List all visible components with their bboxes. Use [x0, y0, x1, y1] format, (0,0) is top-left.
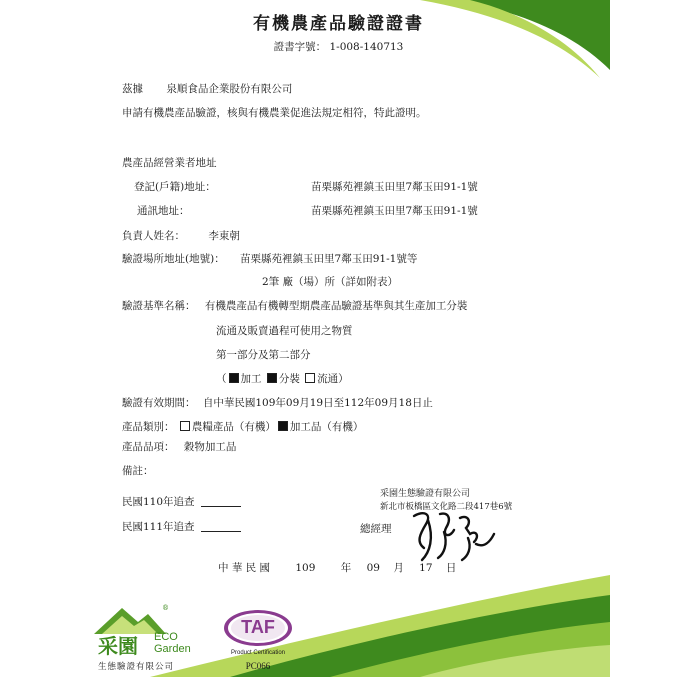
- eco-garden-logo: [88, 600, 228, 672]
- standard-line1: 有機農產品有機轉型期農產品驗證基準與其生產加工分裝: [204, 300, 468, 312]
- holder-name: 泉順食品企業股份有限公司: [166, 83, 293, 95]
- review-111: 民國111年追查: [122, 521, 195, 533]
- category-agri: 農糧產品（有機）: [191, 421, 276, 433]
- statement: 申請有機農產品驗證，核與有機農業促進法規定相符，特此證明。: [122, 107, 427, 119]
- responsible-label: 負責人姓名：: [122, 230, 185, 242]
- site-address: 苗栗縣苑裡鎮玉田里7鄰玉田91-1號等: [240, 253, 418, 265]
- remarks-label: 備註：: [122, 465, 154, 477]
- registered-address: 苗栗縣苑裡鎮玉田里7鄰玉田91-1號: [311, 181, 478, 193]
- certificate-title: 有機農產品驗證證書: [253, 14, 424, 34]
- validity-label: 驗證有效期間：: [122, 397, 196, 409]
- category-processed: 加工品（有機）: [289, 421, 364, 433]
- packing-checkbox: [267, 373, 277, 383]
- distribution-checkbox: [305, 373, 315, 383]
- site-count: 2筆 廠（場）所（詳如附表）: [262, 276, 399, 288]
- mailing-address-label: 通訊地址：: [137, 205, 190, 217]
- eco-company-name: 生態驗證有限公司: [98, 662, 175, 672]
- standard-line2: 流通及販賣過程可使用之物質: [216, 325, 353, 337]
- operator-address-heading: 農產品經營業者地址: [122, 157, 217, 169]
- issuer-address: 新北市板橋區文化路二段417巷6號: [380, 502, 513, 512]
- manager-signature: [410, 508, 500, 564]
- eco-registered-mark: ®: [162, 604, 169, 612]
- scope-processing: 加工: [240, 373, 262, 385]
- date-month-unit: 月: [393, 562, 404, 574]
- holder-line: [122, 83, 292, 96]
- date-year: 109: [295, 562, 316, 574]
- standard-line: [122, 300, 467, 313]
- taf-code: PC066: [245, 661, 271, 671]
- standard-label: 驗證基準名稱：: [122, 300, 196, 312]
- eco-english-eco: ECO: [154, 631, 178, 643]
- date-day-unit: 日: [445, 562, 457, 574]
- responsible-line: [122, 230, 240, 243]
- item-value: 穀物加工品: [183, 441, 237, 453]
- manager-label: 總經理: [360, 523, 392, 535]
- validity-value: 自中華民國109年09月19日至112年09月18日止: [202, 397, 433, 409]
- review-110: 民國110年追查: [122, 496, 195, 508]
- eco-chinese-name: 采園: [98, 634, 138, 658]
- category-label: 產品類別：: [122, 421, 175, 433]
- date-year-unit: 年: [340, 562, 352, 574]
- taf-caption: Product Certification: [230, 650, 286, 656]
- responsible-name: 李東朝: [208, 230, 240, 242]
- standard-line3: 第一部分及第二部分: [216, 349, 311, 361]
- processing-checkbox: [229, 373, 239, 383]
- review-110-blank: [201, 506, 241, 507]
- item-label: 產品品項：: [122, 441, 175, 453]
- site-label: 驗證場所地址(地號)：: [122, 253, 225, 265]
- date-day: 17: [419, 562, 433, 574]
- agri-checkbox: [180, 421, 190, 431]
- site-line: [122, 253, 417, 266]
- issuer-name: 采園生態驗證有限公司: [380, 489, 471, 499]
- holder-label: 茲據: [122, 83, 143, 95]
- processed-checkbox: [278, 421, 288, 431]
- scope-line: [216, 373, 349, 386]
- taf-logo: [222, 608, 294, 674]
- date-month: 09: [366, 562, 380, 574]
- review-110-line: [122, 496, 241, 509]
- date-era: 中 華 民 國: [218, 562, 271, 574]
- eco-english-garden: Garden: [154, 643, 191, 655]
- mailing-address: 苗栗縣苑裡鎮玉田里7鄰玉田91-1號: [311, 205, 478, 217]
- review-111-blank: [201, 531, 241, 532]
- validity-line: [122, 397, 433, 410]
- registered-address-label: 登記(戶籍)地址：: [134, 181, 216, 193]
- issue-date: [218, 562, 456, 575]
- scope-distribution: 流通）: [317, 373, 349, 385]
- item-line: [122, 441, 236, 454]
- category-line: [122, 421, 363, 434]
- taf-text: TAF: [241, 617, 275, 637]
- certificate-number: 證書字號： 1-008-140713: [273, 41, 404, 53]
- scope-packing: 分裝: [278, 373, 300, 385]
- review-111-line: [122, 521, 241, 534]
- scope-open: （: [216, 373, 227, 385]
